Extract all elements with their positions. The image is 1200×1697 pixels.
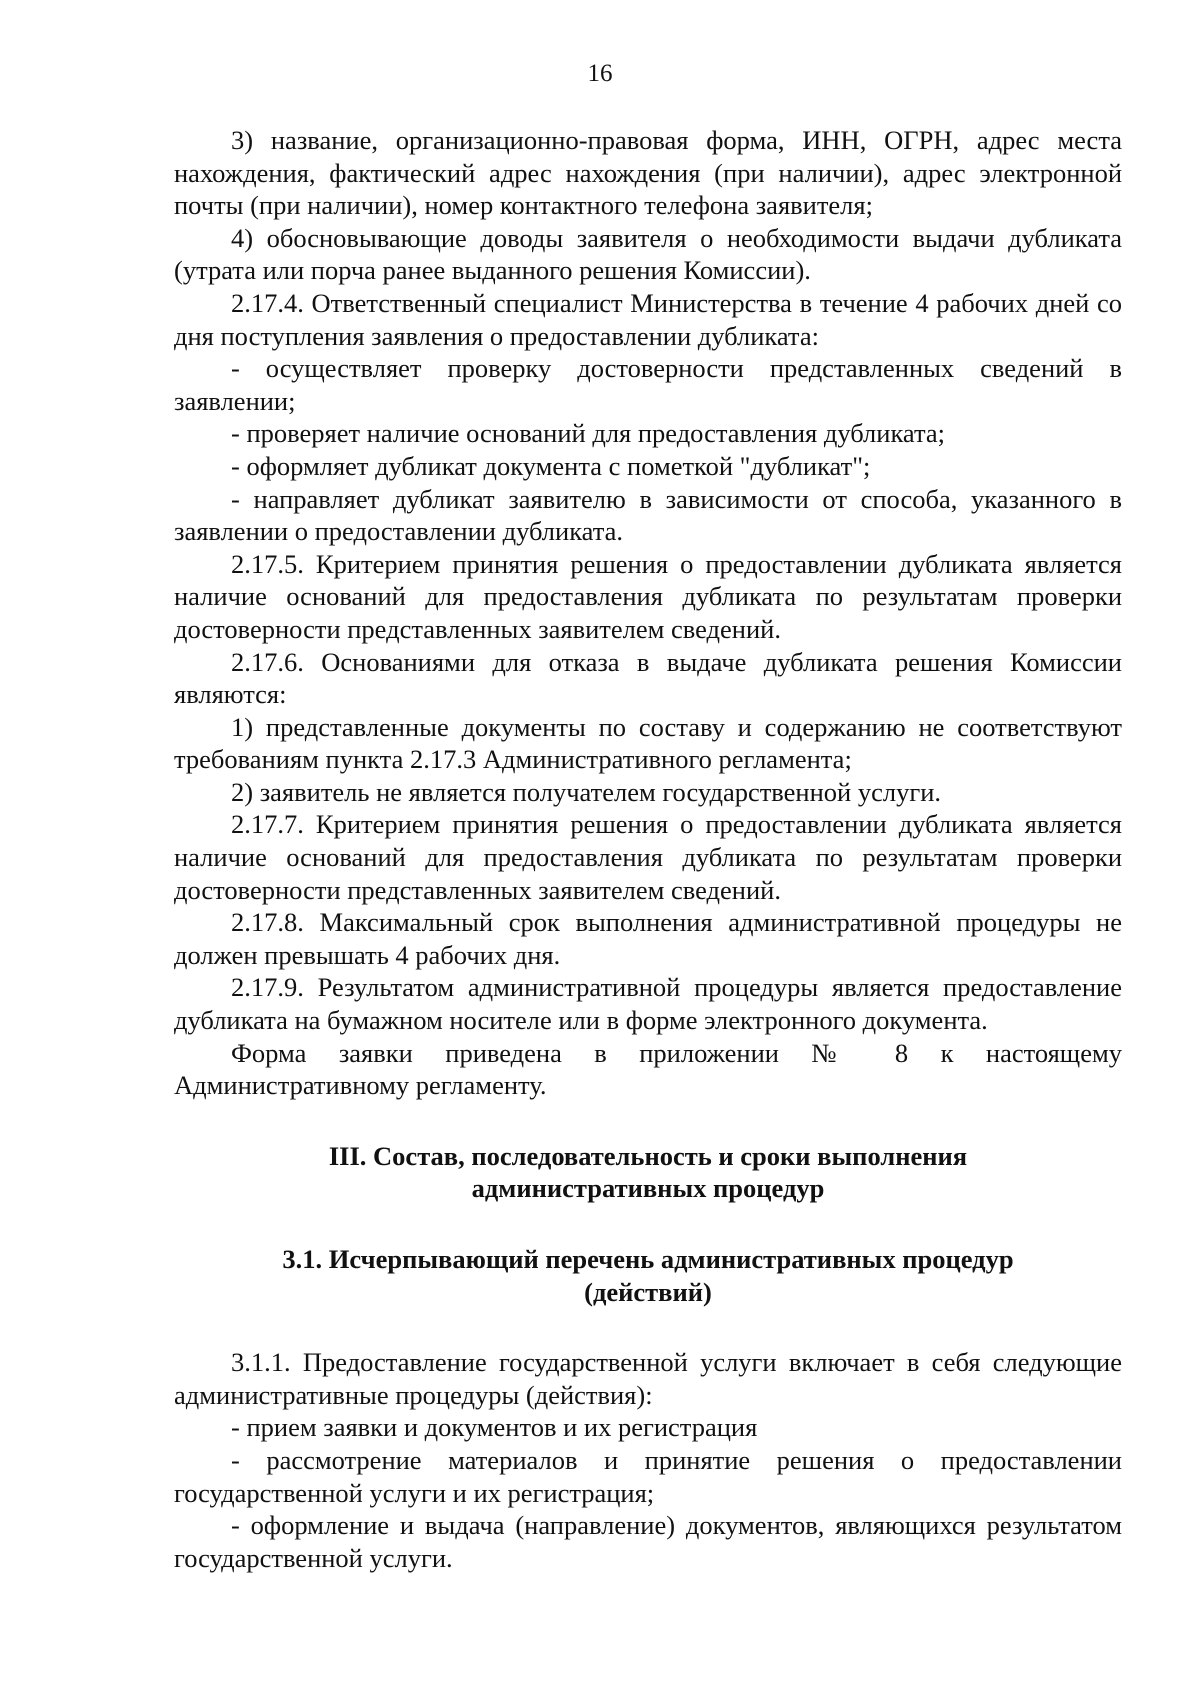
list-item-check-reliability: - осуществляет проверку достоверности представленных сведений в заявлении;	[174, 353, 1122, 416]
list-item-issue-documents: - оформление и выдача (направление) документов, являющихся результатом государственной услуги.	[174, 1510, 1122, 1573]
list-item-send-duplicate: - направляет дубликат заявителю в зависимости от способа, указанного в заявлении о предоставлении дубликата.	[174, 483, 1122, 547]
paragraph-2-17-7: 2.17.7. Критерием принятия решения о предоставлении дубликата является наличие оснований для предоставления дубликата по результатам проверки достоверности представленных заявителем сведений.	[174, 809, 1122, 905]
paragraph-applicant-details: 3) название, организационно-правовая форма, ИНН, ОГРН, адрес места нахождения, фактический адрес нахождения (при наличии), адрес электронной почты (при наличии), номер контактного телефона заявителя;	[174, 125, 1122, 221]
list-item-refusal-reason-2: 2) заявитель не является получателем государственной услуги.	[231, 776, 942, 807]
paragraph-form-appendix: Форма заявки приведена в приложении № 8 к настоящему Административному регламенту.	[174, 1037, 1122, 1101]
subsection-heading-3-1	[174, 1243, 1122, 1308]
paragraph-2-17-9: 2.17.9. Результатом административной процедуры является предоставление дубликата на бумажном носителе или в форме электронного документа.	[174, 972, 1122, 1036]
list-item-review-materials: - рассмотрение материалов и принятие решения о предоставлении государственной услуги и их регистрация;	[174, 1444, 1122, 1508]
list-item-prepare-duplicate: - оформляет дубликат документа с пометкой "дубликат";	[231, 450, 871, 481]
section-heading-iii-line1: III. Состав, последовательность и сроки выполнения	[328, 1140, 968, 1171]
subsection-heading-3-1-line2: (действий)	[584, 1276, 712, 1307]
list-item-check-grounds: - проверяет наличие оснований для предоставления дубликата;	[231, 418, 946, 449]
list-item-refusal-reason-1: 1) представленные документы по составу и содержанию не соответствуют требованиям пункта 2.17.3 Административного регламента;	[174, 711, 1122, 775]
list-item-receive-application: - прием заявки и документов и их регистрация	[231, 1412, 758, 1443]
paragraph-2-17-4: 2.17.4. Ответственный специалист Министерства в течение 4 рабочих дней со дня поступления заявления о предоставлении дубликата:	[174, 287, 1122, 351]
paragraph-2-17-8: 2.17.8. Максимальный срок выполнения административной процедуры не должен превышать 4 рабочих дня.	[174, 907, 1122, 970]
paragraph-2-17-5: 2.17.5. Критерием принятия решения о предоставлении дубликата является наличие оснований для предоставления дубликата по результатам проверки достоверности представленных заявителем сведений.	[174, 548, 1122, 644]
page-number: 16	[587, 60, 613, 87]
paragraph-applicant-arguments: 4) обосновывающие доводы заявителя о необходимости выдачи дубликата (утрата или порча ранее выданного решения Комиссии).	[174, 222, 1122, 286]
section-heading-iii	[174, 1140, 1122, 1205]
document-body	[174, 124, 1122, 1574]
paragraph-2-17-6: 2.17.6. Основаниями для отказа в выдаче дубликата решения Комиссии являются:	[174, 646, 1122, 710]
subsection-heading-3-1-line1: 3.1. Исчерпывающий перечень административных процедур	[282, 1244, 1014, 1274]
section-heading-iii-line2: административных процедур	[471, 1173, 825, 1204]
paragraph-3-1-1: 3.1.1. Предоставление государственной услуги включает в себя следующие административные процедуры (действия):	[174, 1347, 1122, 1410]
